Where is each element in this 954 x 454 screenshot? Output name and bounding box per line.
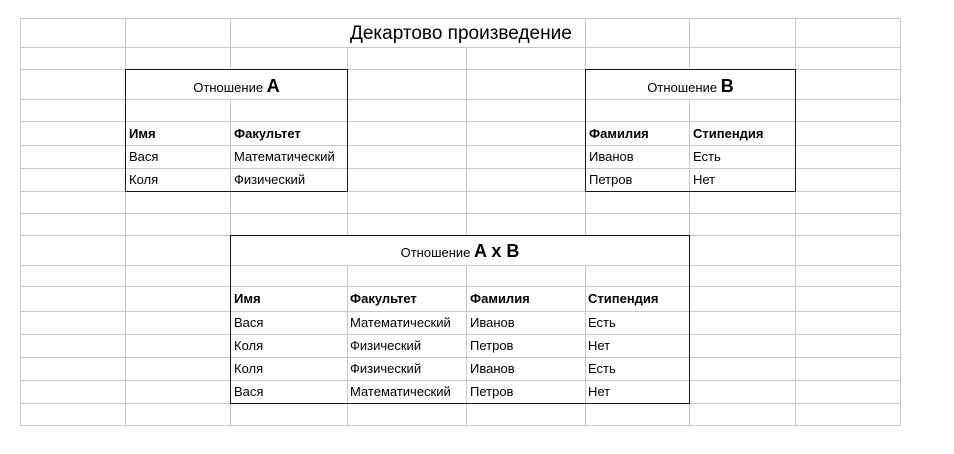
- caption-prefix: Отношение: [400, 245, 471, 260]
- table-cell[interactable]: Коля: [129, 172, 159, 187]
- caption-letter: A x B: [474, 241, 520, 261]
- table-cell[interactable]: Вася: [234, 315, 264, 330]
- header-cell[interactable]: Имя: [129, 126, 156, 141]
- caption-letter: A: [266, 76, 280, 96]
- grid-row-line: [20, 47, 901, 48]
- header-cell[interactable]: Стипендия: [588, 291, 659, 306]
- header-cell[interactable]: Факультет: [350, 291, 417, 306]
- table-cell[interactable]: Нет: [693, 172, 716, 187]
- table-cell[interactable]: Иванов: [470, 315, 515, 330]
- caption-prefix: Отношение: [647, 80, 718, 95]
- table-cell[interactable]: Петров: [470, 338, 514, 353]
- relation-axb-caption: [230, 241, 690, 262]
- grid-row-line: [20, 18, 901, 19]
- table-cell[interactable]: Физический: [234, 172, 306, 187]
- table-cell[interactable]: Есть: [588, 315, 616, 330]
- table-cell[interactable]: Петров: [589, 172, 633, 187]
- header-cell[interactable]: Имя: [234, 291, 261, 306]
- header-cell[interactable]: Факультет: [234, 126, 301, 141]
- table-cell[interactable]: Нет: [588, 338, 611, 353]
- table-cell[interactable]: Вася: [234, 384, 264, 399]
- grid-col-line: [585, 18, 586, 47]
- table-cell[interactable]: Есть: [588, 361, 616, 376]
- grid-col-line: [20, 18, 21, 426]
- grid-row-line: [20, 213, 901, 214]
- table-cell[interactable]: Математический: [350, 315, 451, 330]
- header-cell[interactable]: Фамилия: [589, 126, 649, 141]
- table-cell[interactable]: Нет: [588, 384, 611, 399]
- table-cell[interactable]: Физический: [350, 338, 422, 353]
- table-cell[interactable]: Коля: [234, 361, 264, 376]
- table-cell[interactable]: Математический: [350, 384, 451, 399]
- table-cell[interactable]: Петров: [470, 384, 514, 399]
- sheet-title: Декартово произведение: [350, 23, 572, 44]
- caption-prefix: Отношение: [193, 80, 264, 95]
- grid-row-line: [20, 425, 901, 426]
- table-cell[interactable]: Физический: [350, 361, 422, 376]
- table-cell[interactable]: Коля: [234, 338, 264, 353]
- relation-b-caption: [585, 76, 796, 97]
- header-cell[interactable]: Фамилия: [470, 291, 530, 306]
- table-cell[interactable]: Математический: [234, 149, 335, 164]
- relation-a-caption: [125, 76, 348, 97]
- header-cell[interactable]: Стипендия: [693, 126, 764, 141]
- table-cell[interactable]: Иванов: [470, 361, 515, 376]
- table-cell[interactable]: Вася: [129, 149, 159, 164]
- grid-col-line: [900, 18, 901, 426]
- caption-letter: B: [720, 76, 734, 96]
- table-cell[interactable]: Есть: [693, 149, 721, 164]
- table-cell[interactable]: Иванов: [589, 149, 634, 164]
